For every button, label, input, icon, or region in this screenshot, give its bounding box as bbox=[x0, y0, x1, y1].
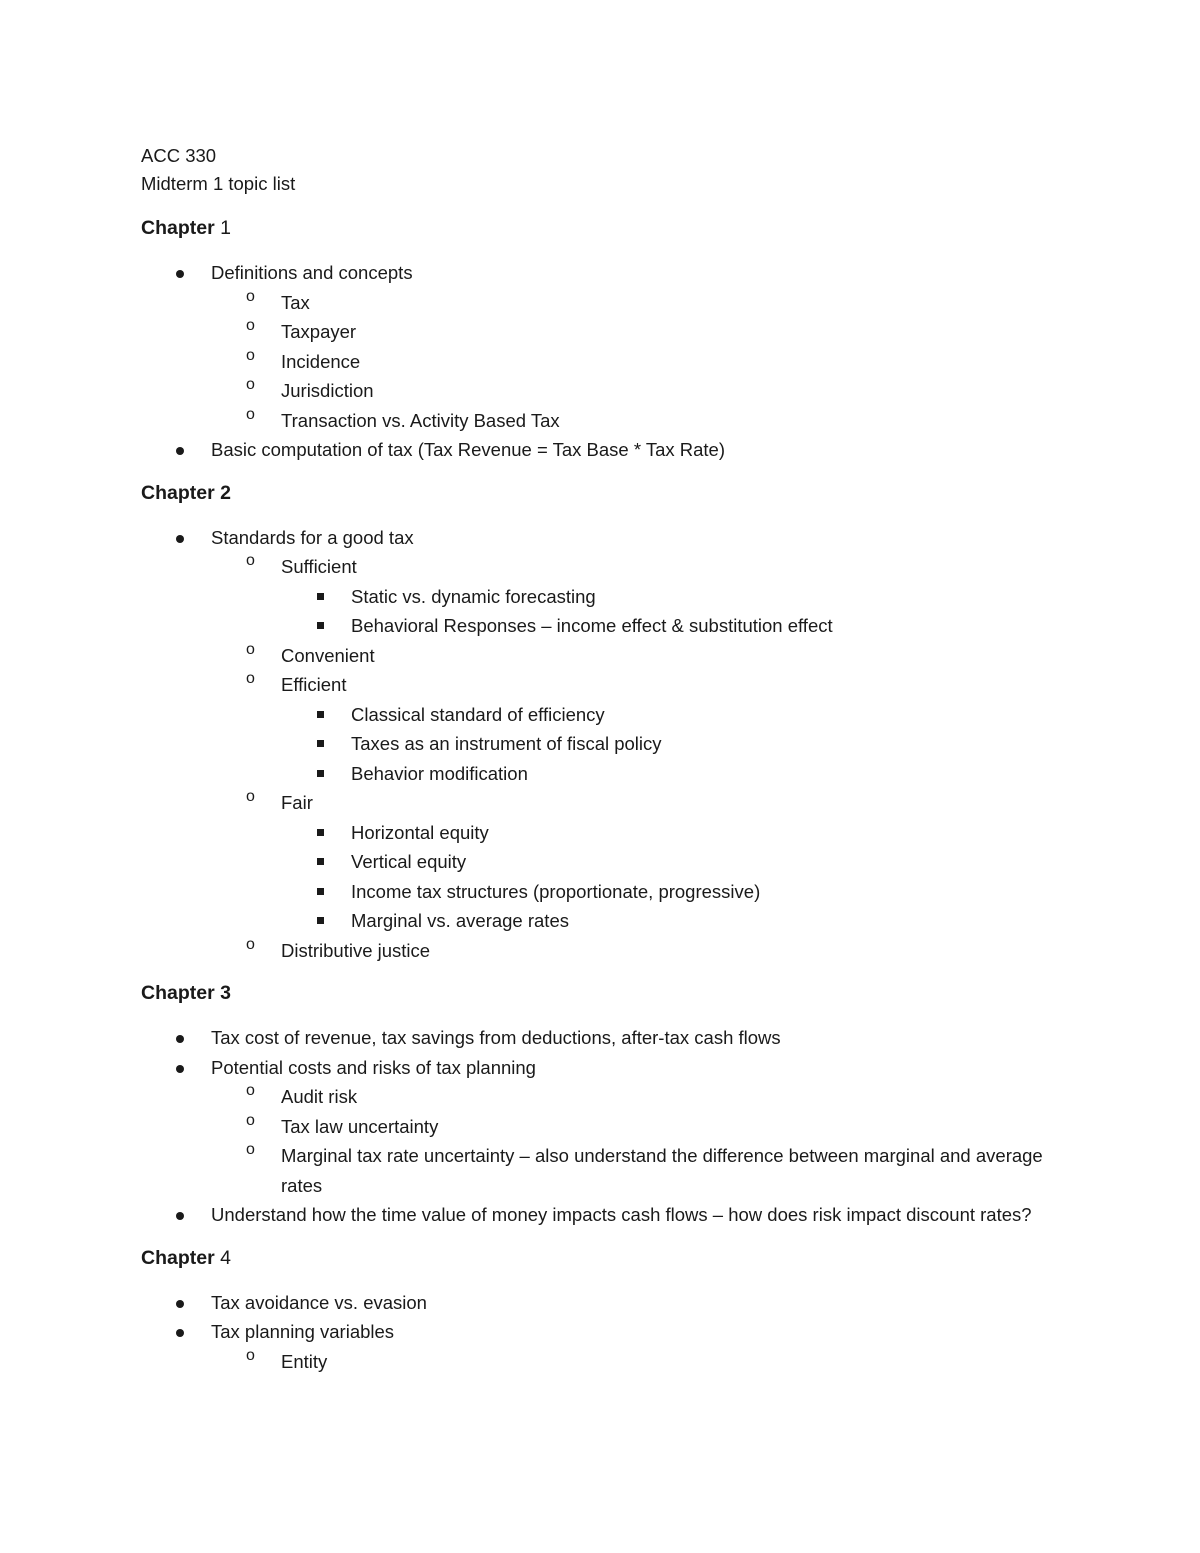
bullet-list-level-1 bbox=[141, 523, 1061, 966]
list-item-text: Marginal vs. average rates bbox=[351, 910, 569, 931]
list-item-text: Tax law uncertainty bbox=[281, 1115, 439, 1137]
bullet-icon bbox=[176, 535, 184, 543]
list-item bbox=[211, 552, 1061, 641]
bullet-list-level-2 bbox=[211, 1347, 1061, 1377]
chapter-section bbox=[141, 979, 1061, 1230]
circle-bullet-icon: o bbox=[246, 287, 255, 305]
square-bullet-icon bbox=[317, 770, 324, 777]
circle-bullet-icon: o bbox=[246, 788, 255, 805]
list-item-text: Jurisdiction bbox=[281, 380, 374, 401]
bullet-list-level-2 bbox=[211, 288, 1061, 436]
list-item-text: Static vs. dynamic forecasting bbox=[351, 585, 596, 607]
list-item-text: Income tax structures (proportionate, progressive) bbox=[351, 880, 761, 902]
list-item-text: Entity bbox=[281, 1350, 328, 1372]
bullet-list-level-3 bbox=[281, 818, 1061, 936]
list-item bbox=[211, 406, 1061, 436]
list-item bbox=[141, 435, 1061, 465]
list-item-text: Understand how the time value of money impacts cash flows – how does risk impact discount rates? bbox=[211, 1204, 1032, 1225]
chapter-label: Chapter bbox=[141, 217, 215, 239]
list-item bbox=[141, 523, 1061, 966]
list-item bbox=[211, 936, 1061, 966]
document-subtitle: Midterm 1 topic list bbox=[141, 173, 296, 194]
chapter-heading bbox=[141, 979, 1061, 1007]
circle-bullet-icon: o bbox=[246, 552, 255, 569]
list-item bbox=[141, 1200, 1061, 1230]
chapter-label: Chapter bbox=[141, 1246, 215, 1269]
square-bullet-icon bbox=[317, 740, 324, 747]
circle-bullet-icon: o bbox=[246, 1111, 255, 1129]
chapter-label: Chapter bbox=[141, 481, 215, 504]
list-item bbox=[211, 670, 1061, 788]
chapters-container bbox=[141, 214, 1061, 1376]
list-item bbox=[281, 847, 1061, 877]
list-item-text: Taxes as an instrument of fiscal policy bbox=[351, 733, 662, 754]
chapter-number: 2 bbox=[220, 481, 231, 504]
chapter-heading bbox=[141, 479, 1061, 507]
list-item-text: Convenient bbox=[281, 644, 375, 666]
list-item-text: Behavioral Responses – income effect & substitution effect bbox=[351, 615, 833, 636]
square-bullet-icon bbox=[317, 622, 324, 629]
list-item-text: Definitions and concepts bbox=[211, 262, 413, 283]
list-item-text: Efficient bbox=[281, 674, 347, 695]
list-item-text: Taxpayer bbox=[281, 321, 357, 342]
square-bullet-icon bbox=[317, 858, 324, 865]
list-item-text: Classical standard of efficiency bbox=[351, 703, 605, 725]
chapter-number: 1 bbox=[220, 217, 231, 239]
list-item bbox=[211, 347, 1061, 377]
bullet-icon bbox=[176, 447, 184, 455]
list-item-text: Horizontal equity bbox=[351, 821, 489, 843]
bullet-icon bbox=[176, 270, 184, 278]
list-item-text: Tax cost of revenue, tax savings from deductions, after-tax cash flows bbox=[211, 1027, 781, 1048]
list-item-text: Sufficient bbox=[281, 556, 357, 577]
list-item-text: Incidence bbox=[281, 350, 361, 372]
circle-bullet-icon: o bbox=[246, 346, 255, 364]
square-bullet-icon bbox=[317, 888, 324, 895]
course-code: ACC 330 bbox=[141, 145, 217, 166]
bullet-list-level-1 bbox=[141, 1023, 1061, 1230]
square-bullet-icon bbox=[317, 711, 324, 718]
list-item bbox=[211, 1347, 1061, 1377]
circle-bullet-icon: o bbox=[246, 1346, 255, 1364]
bullet-icon bbox=[176, 1035, 184, 1043]
list-item-text: Transaction vs. Activity Based Tax bbox=[281, 409, 560, 431]
list-item bbox=[141, 1288, 1061, 1318]
list-item-text: Basic computation of tax (Tax Revenue = Tax Base * Tax Rate) bbox=[211, 439, 725, 460]
bullet-list-level-3 bbox=[281, 700, 1061, 789]
list-item bbox=[281, 818, 1061, 848]
list-item bbox=[281, 729, 1061, 759]
list-item bbox=[211, 376, 1061, 406]
circle-bullet-icon: o bbox=[246, 640, 255, 658]
list-item-text: Potential costs and risks of tax planning bbox=[211, 1056, 536, 1078]
bullet-icon bbox=[176, 1300, 184, 1308]
bullet-list-level-1 bbox=[141, 1288, 1061, 1377]
list-item bbox=[211, 641, 1061, 671]
bullet-list-level-2 bbox=[211, 552, 1061, 965]
list-item-text: Tax avoidance vs. evasion bbox=[211, 1291, 427, 1313]
chapter-label: Chapter bbox=[141, 982, 215, 1004]
list-item-text: Vertical equity bbox=[351, 851, 467, 872]
list-item bbox=[281, 700, 1061, 730]
circle-bullet-icon: o bbox=[246, 376, 255, 393]
circle-bullet-icon: o bbox=[246, 405, 255, 423]
list-item-text: Standards for a good tax bbox=[211, 526, 414, 548]
list-item-text: Marginal tax rate uncertainty – also understand the difference between marginal and average rates bbox=[281, 1145, 1043, 1196]
chapter-section bbox=[141, 479, 1061, 966]
list-item-text: Tax bbox=[281, 291, 310, 313]
list-item bbox=[281, 877, 1061, 907]
list-item bbox=[211, 1082, 1061, 1112]
list-item-text: Distributive justice bbox=[281, 939, 431, 961]
list-item-text: Behavior modification bbox=[351, 762, 528, 784]
chapter-section bbox=[141, 214, 1061, 465]
list-item bbox=[141, 258, 1061, 435]
bullet-icon bbox=[176, 1212, 184, 1220]
list-item bbox=[211, 317, 1061, 347]
list-item bbox=[281, 759, 1061, 789]
square-bullet-icon bbox=[317, 917, 324, 924]
chapter-heading bbox=[141, 1244, 1061, 1272]
list-item-text: Audit risk bbox=[281, 1086, 358, 1107]
chapter-number: 3 bbox=[220, 982, 231, 1004]
list-item-text: Fair bbox=[281, 792, 313, 813]
chapter-number: 4 bbox=[220, 1246, 231, 1269]
list-item bbox=[281, 582, 1061, 612]
bullet-icon bbox=[176, 1329, 184, 1337]
circle-bullet-icon: o bbox=[246, 935, 255, 953]
list-item bbox=[211, 1141, 1061, 1200]
list-item bbox=[281, 611, 1061, 641]
list-item bbox=[211, 788, 1061, 936]
circle-bullet-icon: o bbox=[246, 1141, 255, 1158]
chapter-heading bbox=[141, 214, 1061, 242]
bullet-list-level-1 bbox=[141, 258, 1061, 465]
list-item bbox=[141, 1053, 1061, 1201]
list-item-text: Tax planning variables bbox=[211, 1321, 395, 1342]
list-item bbox=[141, 1023, 1061, 1053]
circle-bullet-icon: o bbox=[246, 1082, 255, 1099]
circle-bullet-icon: o bbox=[246, 317, 255, 334]
square-bullet-icon bbox=[317, 829, 324, 836]
list-item bbox=[211, 288, 1061, 318]
square-bullet-icon bbox=[317, 593, 324, 600]
bullet-list-level-2 bbox=[211, 1082, 1061, 1200]
list-item bbox=[281, 906, 1061, 936]
circle-bullet-icon: o bbox=[246, 670, 255, 687]
bullet-icon bbox=[176, 1065, 184, 1073]
list-item bbox=[141, 1317, 1061, 1376]
list-item bbox=[211, 1112, 1061, 1142]
chapter-section bbox=[141, 1244, 1061, 1377]
bullet-list-level-3 bbox=[281, 582, 1061, 641]
document-body bbox=[141, 142, 1061, 1376]
